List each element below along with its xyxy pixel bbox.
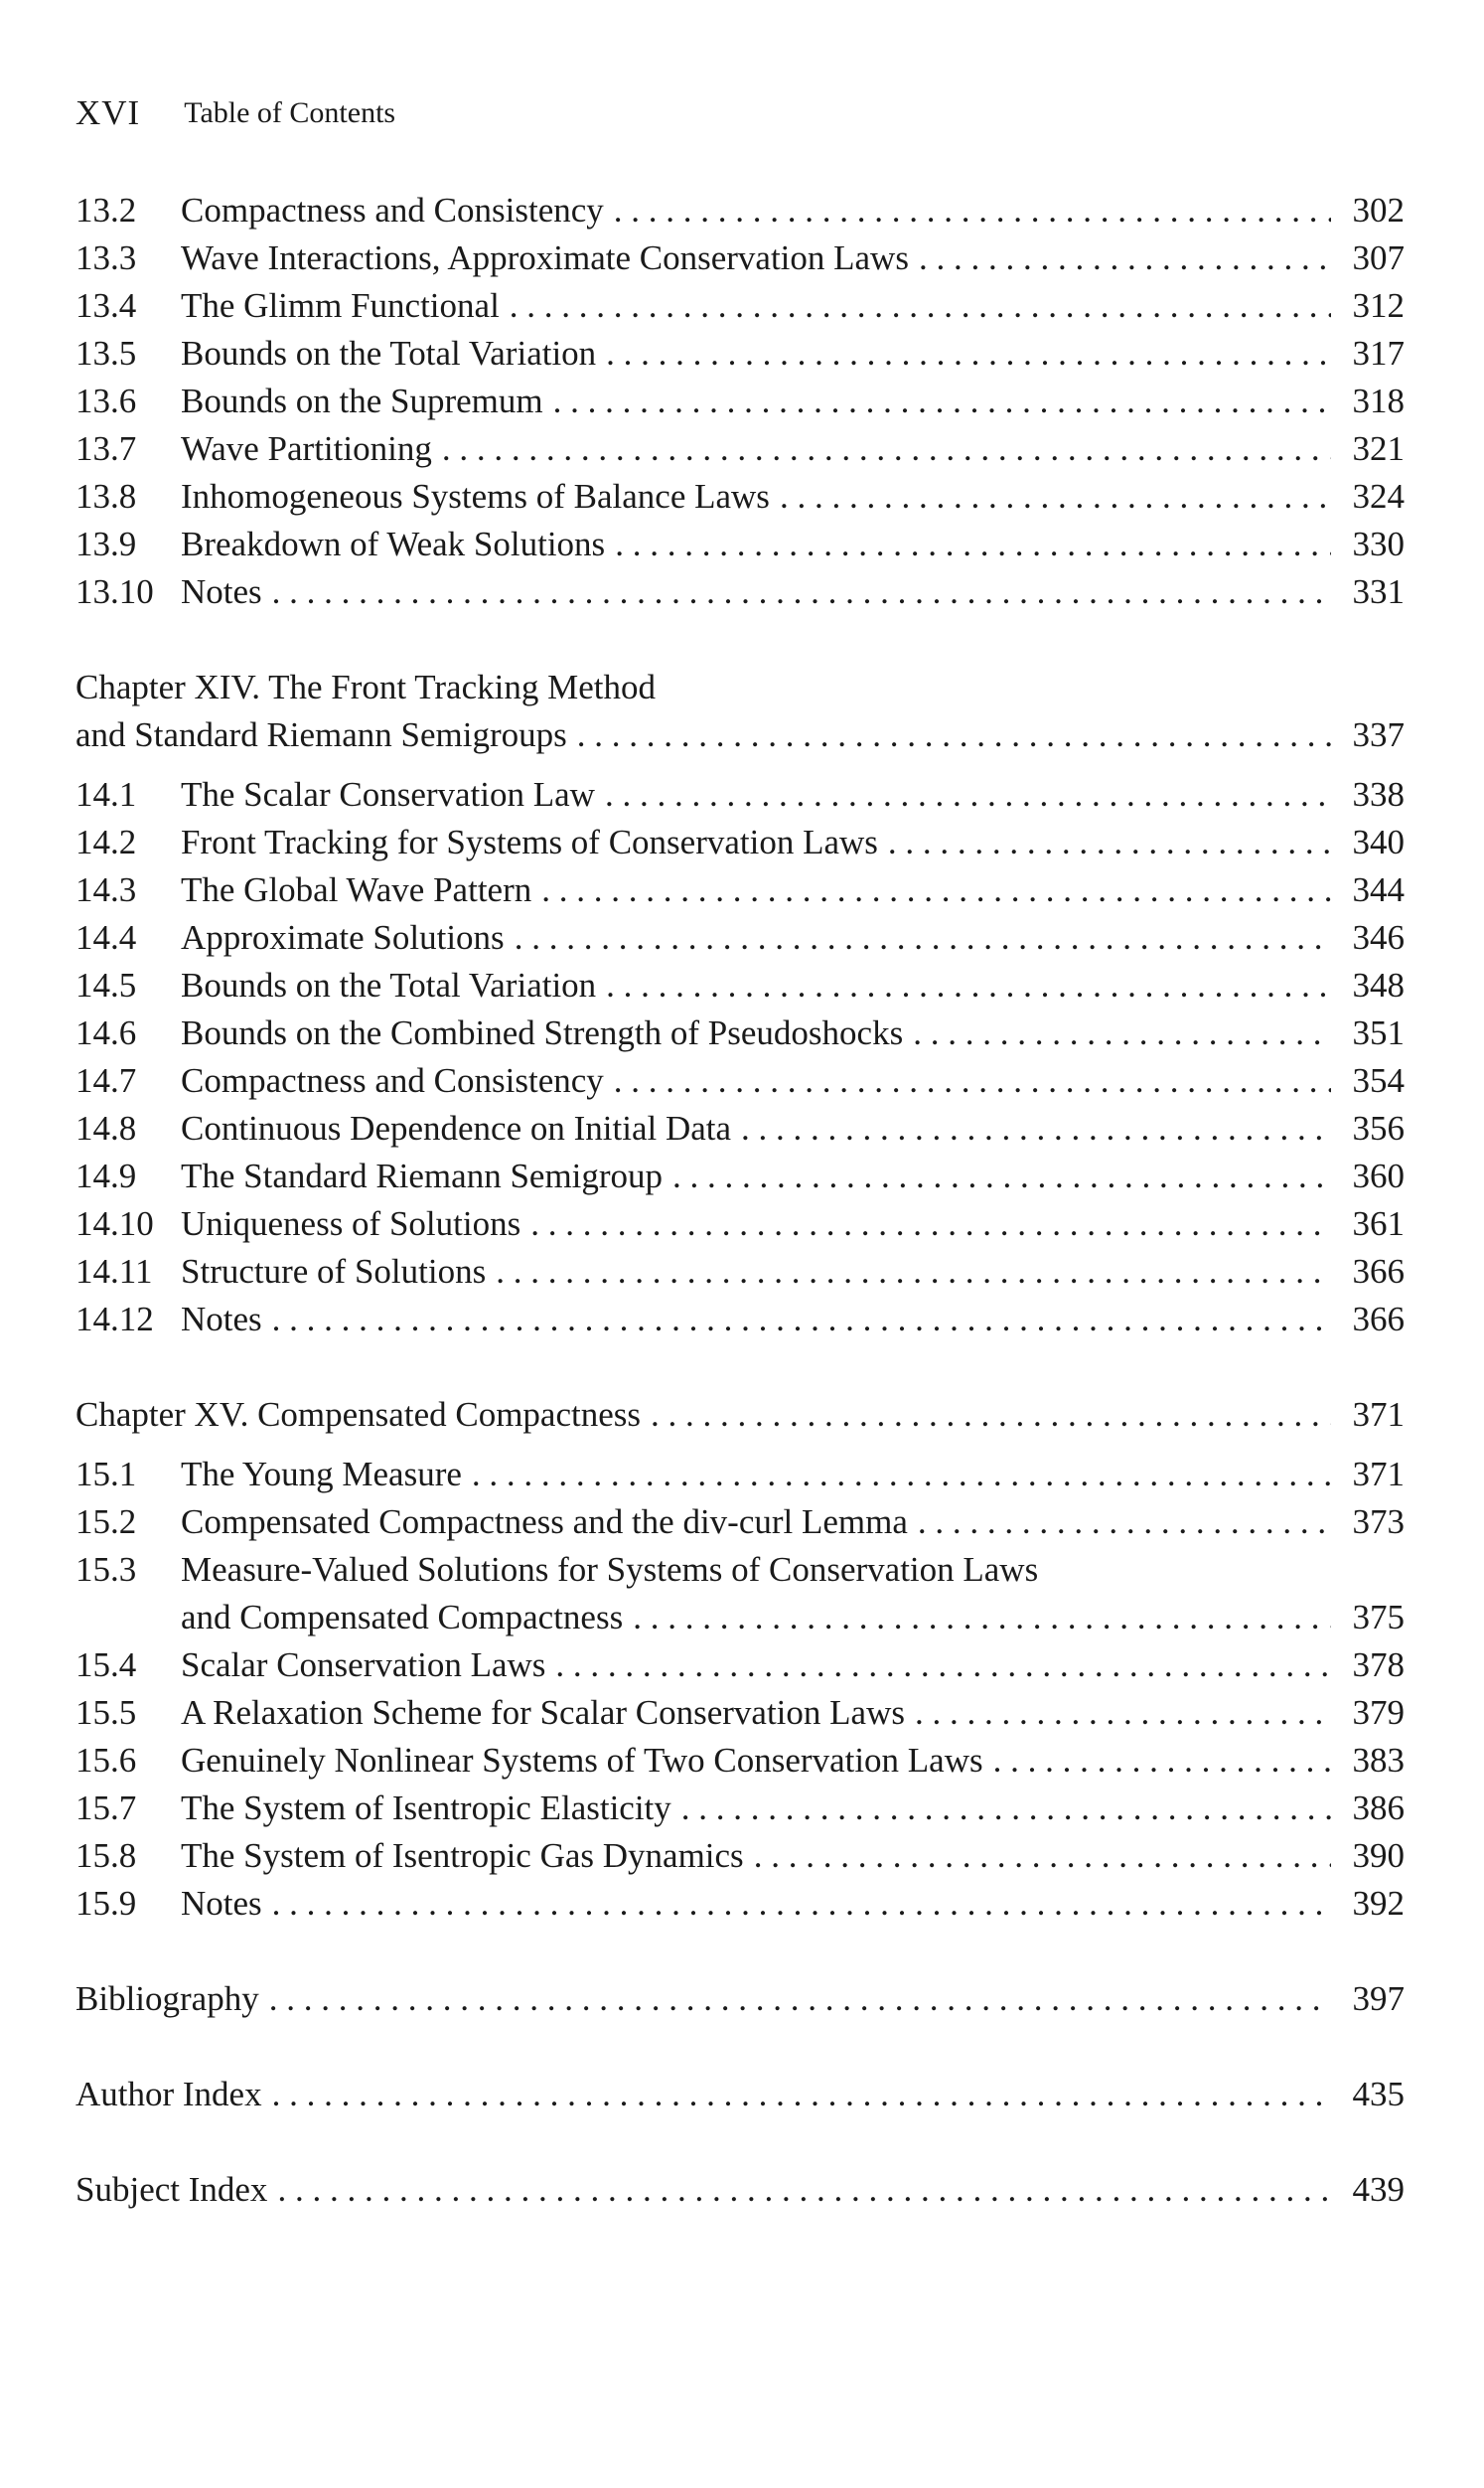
entry-title-continued: and Compensated Compactness — [181, 1598, 624, 1636]
chapter15-heading[interactable] — [75, 1391, 1405, 1439]
entry-title: The System of Isentropic Gas Dynamics — [181, 1836, 744, 1875]
entry-number: 14.9 — [75, 1157, 137, 1195]
toc-entry[interactable] — [75, 330, 1405, 378]
entry-number: 13.9 — [75, 525, 137, 563]
entry-number: 14.8 — [75, 1109, 137, 1148]
dot-leader — [442, 425, 1331, 473]
entry-title: Compactness and Consistency — [181, 1061, 604, 1100]
dot-leader — [553, 378, 1331, 425]
entry-number: 15.6 — [75, 1741, 137, 1780]
dot-leader — [272, 568, 1331, 616]
entry-page: 397 — [1352, 1979, 1405, 2018]
entry-number: 14.12 — [75, 1300, 154, 1338]
entry-page: 338 — [1352, 775, 1405, 814]
dot-leader — [780, 473, 1331, 521]
toc-entry-multiline-second[interactable] — [75, 1594, 1405, 1641]
entry-page: 378 — [1352, 1645, 1405, 1684]
entry-number: 15.9 — [75, 1884, 137, 1923]
running-title: Table of Contents — [184, 96, 396, 129]
entry-title: Breakdown of Weak Solutions — [181, 525, 606, 563]
dot-leader — [272, 2071, 1331, 2118]
dot-leader — [993, 1737, 1331, 1785]
dot-leader — [651, 1391, 1331, 1439]
entry-number: 14.7 — [75, 1061, 137, 1100]
entry-page: 331 — [1352, 572, 1405, 611]
toc-entry[interactable] — [75, 1832, 1405, 1880]
entry-number: 14.3 — [75, 870, 137, 909]
toc-entry[interactable] — [75, 1737, 1405, 1785]
entry-page: 307 — [1352, 238, 1405, 277]
dot-leader — [615, 521, 1331, 568]
dot-leader — [918, 1498, 1331, 1546]
dot-leader — [269, 1975, 1331, 2023]
entry-page: 435 — [1352, 2075, 1405, 2113]
dot-leader — [541, 866, 1331, 914]
spacer — [75, 1928, 1405, 1975]
dot-leader — [530, 1200, 1331, 1248]
entry-page: 346 — [1352, 918, 1405, 957]
dot-leader — [515, 914, 1331, 962]
toc-entry-multiline-first[interactable] — [75, 1546, 1405, 1594]
entry-title: Bounds on the Total Variation — [181, 334, 597, 373]
chapter15-block — [75, 1391, 1405, 1928]
entry-number: 14.11 — [75, 1252, 153, 1291]
entry-page: 375 — [1352, 1598, 1405, 1636]
entry-number: 13.4 — [75, 286, 137, 325]
toc-entry-subject-index[interactable] — [75, 2166, 1405, 2214]
entry-title: The Young Measure — [181, 1455, 462, 1493]
entry-number: 14.4 — [75, 918, 137, 957]
spacer — [75, 616, 1405, 664]
dot-leader — [606, 962, 1331, 1010]
entry-title: Genuinely Nonlinear Systems of Two Conservation Laws — [181, 1741, 983, 1780]
spacer — [75, 759, 1405, 771]
entry-title: Front Tracking for Systems of Conservation Laws — [181, 823, 878, 861]
entry-title: Author Index — [75, 2075, 262, 2113]
dot-leader — [633, 1594, 1331, 1641]
entry-page: 371 — [1352, 1455, 1405, 1493]
toc-entry[interactable] — [75, 866, 1405, 914]
spacer — [75, 1343, 1405, 1391]
entry-number: 15.1 — [75, 1455, 137, 1493]
toc-entry[interactable] — [75, 1057, 1405, 1105]
entry-page: 302 — [1352, 191, 1405, 230]
toc-entry-author-index[interactable] — [75, 2071, 1405, 2118]
entry-title: Continuous Dependence on Initial Data — [181, 1109, 732, 1148]
spacer — [75, 2118, 1405, 2166]
entry-page: 366 — [1352, 1300, 1405, 1338]
entry-number: 14.6 — [75, 1013, 137, 1052]
dot-leader — [606, 330, 1331, 378]
dot-leader — [913, 1010, 1331, 1057]
chapter13-section-list — [75, 187, 1405, 616]
entry-title: A Relaxation Scheme for Scalar Conservation Laws — [181, 1693, 905, 1732]
dot-leader — [472, 1451, 1331, 1498]
dot-leader — [510, 282, 1331, 330]
entry-number: 14.10 — [75, 1204, 154, 1243]
entry-page: 439 — [1352, 2170, 1405, 2209]
toc-entry[interactable] — [75, 234, 1405, 282]
toc-entry[interactable] — [75, 1785, 1405, 1832]
entry-number: 15.3 — [75, 1550, 137, 1589]
entry-title: Notes — [181, 572, 262, 611]
entry-page: 344 — [1352, 870, 1405, 909]
entry-number: 13.7 — [75, 429, 137, 468]
toc-entry-bibliography[interactable] — [75, 1975, 1405, 2023]
entry-number: 13.6 — [75, 382, 137, 420]
dot-leader — [577, 711, 1331, 759]
entry-page: 351 — [1352, 1013, 1405, 1052]
entry-number: 13.8 — [75, 477, 137, 516]
dot-leader — [919, 234, 1331, 282]
entry-title: Uniqueness of Solutions — [181, 1204, 521, 1243]
entry-title: Measure-Valued Solutions for Systems of Conservation Laws — [181, 1550, 1039, 1589]
chapter-title: and Standard Riemann Semigroups — [75, 715, 567, 754]
entry-page: 317 — [1352, 334, 1405, 373]
dot-leader — [614, 187, 1331, 234]
entry-title: The Glimm Functional — [181, 286, 500, 325]
toc-entry[interactable] — [75, 1451, 1405, 1498]
entry-title: Compactness and Consistency — [181, 191, 604, 230]
entry-page: 390 — [1352, 1836, 1405, 1875]
toc-entry[interactable] — [75, 378, 1405, 425]
dot-leader — [888, 819, 1331, 866]
toc-entry[interactable] — [75, 1498, 1405, 1546]
toc-entry[interactable] — [75, 819, 1405, 866]
dot-leader — [605, 771, 1331, 819]
entry-number: 15.5 — [75, 1693, 137, 1732]
chapter14-heading-line2[interactable] — [75, 711, 1405, 759]
toc-entry[interactable] — [75, 1296, 1405, 1343]
entry-page: 361 — [1352, 1204, 1405, 1243]
toc-entry[interactable] — [75, 1105, 1405, 1153]
entry-page: 312 — [1352, 286, 1405, 325]
entry-title: Approximate Solutions — [181, 918, 505, 957]
toc-entry[interactable] — [75, 473, 1405, 521]
dot-leader — [915, 1689, 1331, 1737]
back-matter — [75, 1975, 1405, 2214]
toc-entry[interactable] — [75, 1689, 1405, 1737]
entry-number: 14.1 — [75, 775, 137, 814]
toc-entry[interactable] — [75, 1248, 1405, 1296]
toc-entry[interactable] — [75, 1153, 1405, 1200]
toc-entry[interactable] — [75, 425, 1405, 473]
toc-entry[interactable] — [75, 282, 1405, 330]
entry-number: 15.7 — [75, 1788, 137, 1827]
dot-leader — [754, 1832, 1331, 1880]
toc-entry[interactable] — [75, 1880, 1405, 1928]
entry-title: The Global Wave Pattern — [181, 870, 532, 909]
entry-title: Notes — [181, 1884, 262, 1923]
entry-title: Bibliography — [75, 1979, 259, 2018]
entry-page: 348 — [1352, 966, 1405, 1005]
chapter-page: 371 — [1352, 1395, 1405, 1434]
entry-title: Inhomogeneous Systems of Balance Laws — [181, 477, 770, 516]
entry-title: The Standard Riemann Semigroup — [181, 1157, 664, 1195]
entry-title: The Scalar Conservation Law — [181, 775, 595, 814]
toc-entry[interactable] — [75, 1010, 1405, 1057]
entry-title: Bounds on the Supremum — [181, 382, 543, 420]
entry-page: 383 — [1352, 1741, 1405, 1780]
entry-number: 14.2 — [75, 823, 137, 861]
entry-page: 356 — [1352, 1109, 1405, 1148]
entry-page: 360 — [1352, 1157, 1405, 1195]
toc-entry[interactable] — [75, 521, 1405, 568]
toc-entry[interactable] — [75, 1641, 1405, 1689]
entry-page: 321 — [1352, 429, 1405, 468]
dot-leader — [277, 2166, 1331, 2214]
entry-title: Notes — [181, 1300, 262, 1338]
entry-title: Bounds on the Combined Strength of Pseudoshocks — [181, 1013, 904, 1052]
dot-leader — [496, 1248, 1331, 1296]
dot-leader — [555, 1641, 1331, 1689]
entry-page: 324 — [1352, 477, 1405, 516]
entry-page: 366 — [1352, 1252, 1405, 1291]
entry-number: 13.5 — [75, 334, 137, 373]
entry-title: Structure of Solutions — [181, 1252, 487, 1291]
entry-page: 318 — [1352, 382, 1405, 420]
entry-title: Wave Partitioning — [181, 429, 432, 468]
toc-entry[interactable] — [75, 187, 1405, 234]
entry-page: 379 — [1352, 1693, 1405, 1732]
chapter14-heading-line1[interactable]: Chapter XIV. The Front Tracking Method — [75, 668, 656, 706]
spacer — [75, 2023, 1405, 2071]
dot-leader — [272, 1880, 1331, 1928]
entry-page: 354 — [1352, 1061, 1405, 1100]
toc-entry[interactable] — [75, 914, 1405, 962]
toc-entry[interactable] — [75, 962, 1405, 1010]
entry-page: 392 — [1352, 1884, 1405, 1923]
entry-number: 13.2 — [75, 191, 137, 230]
running-head — [75, 91, 395, 135]
entry-page: 340 — [1352, 823, 1405, 861]
toc-entry[interactable] — [75, 771, 1405, 819]
toc-entry[interactable] — [75, 568, 1405, 616]
entry-title: Compensated Compactness and the div-curl Lemma — [181, 1502, 908, 1541]
toc-entry[interactable] — [75, 1200, 1405, 1248]
entry-title: Subject Index — [75, 2170, 268, 2209]
chapter14-block — [75, 664, 1405, 1343]
entry-page: 330 — [1352, 525, 1405, 563]
dot-leader — [672, 1153, 1331, 1200]
entry-title: Scalar Conservation Laws — [181, 1645, 546, 1684]
entry-number: 14.5 — [75, 966, 137, 1005]
entry-title: Bounds on the Total Variation — [181, 966, 597, 1005]
entry-number: 13.3 — [75, 238, 137, 277]
dot-leader — [272, 1296, 1331, 1343]
entry-title: Wave Interactions, Approximate Conservation Laws — [181, 238, 909, 277]
dot-leader — [741, 1105, 1331, 1153]
entry-number: 15.4 — [75, 1645, 137, 1684]
entry-page: 373 — [1352, 1502, 1405, 1541]
entry-number: 15.2 — [75, 1502, 137, 1541]
dot-leader — [614, 1057, 1331, 1105]
chapter-page: 337 — [1352, 715, 1405, 754]
table-of-contents — [75, 187, 1405, 2214]
spacer — [75, 1439, 1405, 1451]
entry-page: 386 — [1352, 1788, 1405, 1827]
chapter-title: Chapter XV. Compensated Compactness — [75, 1395, 641, 1434]
entry-number: 15.8 — [75, 1836, 137, 1875]
dot-leader — [681, 1785, 1331, 1832]
entry-title: The System of Isentropic Elasticity — [181, 1788, 671, 1827]
page-folio: XVI — [75, 93, 141, 132]
entry-number: 13.10 — [75, 572, 154, 611]
